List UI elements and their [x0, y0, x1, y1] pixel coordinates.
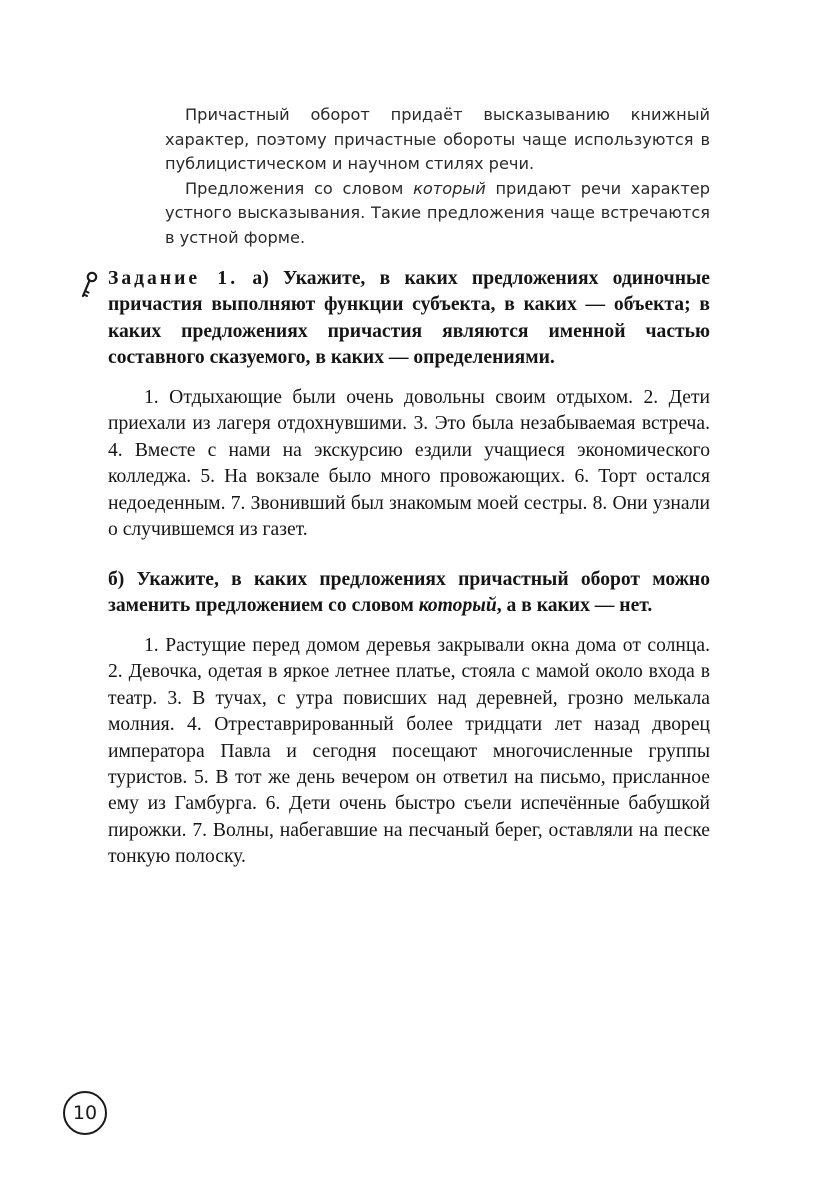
task-1a-sentences [108, 385, 710, 543]
sentences-a: 1. Отдыхающие были очень довольны своим отдыхом. 2. Дети приехали из лагеря отдохнувшими. 3. Это была незабываемая встреча. 4. Вместе с нами на экскурсию ездили учащиеся экономического колледжа. 5. На вокзале было много провожающих. 6. Торт остался недоеденным. 7. Звонивший был знакомым моей сестры. 8. Они узнали о случившемся из газет. [108, 387, 710, 541]
intro-p2-start: Предложения со словом [185, 178, 414, 198]
intro-paragraph-2 [165, 177, 710, 251]
task-1b-heading [108, 567, 710, 620]
intro-paragraph-1: Причастный оборот придаёт высказыванию книжный характер, поэтому причастные обороты чаще используются в публицистическом и научном стилях речи. [165, 105, 710, 173]
part-b-italic-word: который [418, 595, 497, 617]
task-part-a-instruction: а) Укажите, в каких предложениях одиночные причастия выполняют функции субъекта, в каких — объекта; в каких предложениях причастия являются именной частью составного сказуемого, в каких — определениями. [108, 268, 710, 369]
intro-p2-italic-word: который [413, 178, 486, 198]
sentences-b: 1. Растущие перед домом деревья закрывали окна дома от солнца. 2. Девочка, одетая в яркое летнее платье, стояла с мамой около входа в театр. 3. В тучах, с утра повисших над деревней, грозно мелькала молния. 4. Отреставрированный более тридцати лет назад дворец императора Павла и сегодня посещают многочисленные группы туристов. 5. В тот же день вечером он ответил на письмо, присланное ему из Гамбурга. 6. Дети очень быстро съели испечённые бабушкой пирожки. 7. Волны, набегавшие на песчаный берег, оставляли на песке тонкую полоску. [108, 635, 710, 868]
intro-p2-end: придают речи характер устного высказывания. Такие предложения чаще встречаются в устной форме. [165, 178, 711, 247]
page-number: 10 [63, 1091, 107, 1135]
task-1b-sentences [108, 633, 710, 871]
intro-text [165, 103, 710, 250]
task-1-heading [108, 266, 710, 372]
part-b-instruction-start: б) Укажите, в каких предложениях причастный оборот можно заменить предложением со словом [108, 569, 710, 617]
key-icon [78, 270, 102, 302]
part-b-instruction-end: , а в каких — нет. [496, 595, 653, 617]
task-label: Задание 1. [108, 268, 239, 289]
